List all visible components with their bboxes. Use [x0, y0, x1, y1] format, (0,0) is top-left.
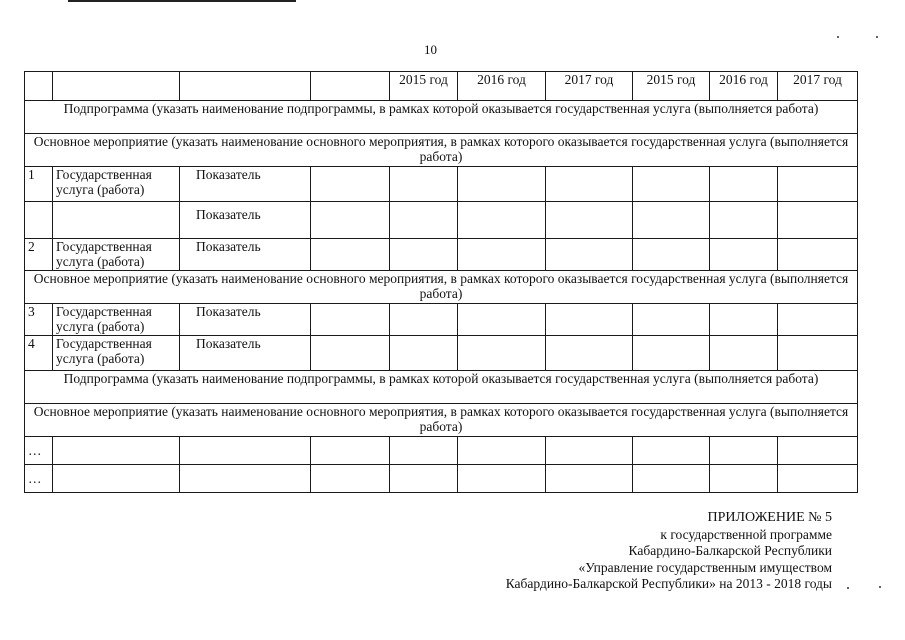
scan-speck	[879, 586, 881, 588]
indicator-label: Показатель	[180, 336, 311, 371]
scan-speck	[876, 36, 878, 38]
row-number: 4	[25, 336, 53, 371]
indicator-label: Показатель	[180, 202, 311, 239]
top-rule	[68, 0, 296, 2]
appendix-line: к государственной программе	[660, 526, 832, 542]
empty-cell	[390, 304, 458, 336]
appendix-block	[460, 510, 832, 593]
empty-cell	[710, 202, 778, 239]
row-number: 2	[25, 239, 53, 271]
empty-cell	[25, 202, 53, 239]
empty-cell	[53, 202, 180, 239]
empty-cell	[390, 239, 458, 271]
year-header: 2015 год	[390, 72, 458, 101]
empty-cell	[390, 202, 458, 239]
row-number: 1	[25, 167, 53, 202]
empty-cell	[546, 336, 633, 371]
table-row	[25, 437, 858, 465]
empty-cell	[633, 465, 710, 493]
empty-cell	[633, 202, 710, 239]
empty-cell	[710, 437, 778, 465]
empty-cell	[390, 336, 458, 371]
service-label: Государственная услуга (работа)	[53, 167, 180, 202]
empty-cell	[633, 336, 710, 371]
main-event-text: Основное мероприятие (указать наименование основного мероприятия, в рамках которого оказывается государственная услуга (выполняется работа)	[25, 404, 858, 437]
empty-cell	[778, 437, 858, 465]
table-row	[25, 465, 858, 493]
appendix-line: «Управление государственным имуществом	[578, 559, 832, 575]
ellipsis-cell: …	[25, 437, 53, 465]
empty-cell	[180, 72, 311, 101]
empty-cell	[778, 202, 858, 239]
empty-cell	[180, 437, 311, 465]
ellipsis-cell: …	[25, 465, 53, 493]
empty-cell	[458, 239, 546, 271]
table-row	[25, 239, 858, 271]
empty-cell	[633, 437, 710, 465]
indicator-label: Показатель	[180, 167, 311, 202]
empty-cell	[710, 167, 778, 202]
table-row	[25, 304, 858, 336]
subprogram-row	[25, 101, 858, 134]
row-number: 3	[25, 304, 53, 336]
year-header: 2017 год	[546, 72, 633, 101]
empty-cell	[311, 72, 390, 101]
year-header: 2016 год	[458, 72, 546, 101]
empty-cell	[546, 304, 633, 336]
empty-cell	[633, 239, 710, 271]
empty-cell	[546, 167, 633, 202]
empty-cell	[311, 167, 390, 202]
empty-cell	[458, 437, 546, 465]
subprogram-text: Подпрограмма (указать наименование подпрограммы, в рамках которой оказывается государственная услуга (выполняется работа)	[25, 101, 858, 134]
empty-cell	[778, 465, 858, 493]
main-event-text: Основное мероприятие (указать наименование основного мероприятия, в рамках которого оказывается государственная услуга (выполняется работа)	[25, 134, 858, 167]
subprogram-row	[25, 371, 858, 404]
empty-cell	[710, 465, 778, 493]
page-number: 10	[424, 42, 437, 57]
empty-cell	[546, 437, 633, 465]
empty-cell	[390, 465, 458, 493]
empty-cell	[390, 167, 458, 202]
empty-cell	[710, 336, 778, 371]
table-row	[25, 167, 858, 202]
empty-cell	[390, 437, 458, 465]
empty-cell	[633, 167, 710, 202]
empty-cell	[458, 304, 546, 336]
empty-cell	[311, 239, 390, 271]
empty-cell	[458, 167, 546, 202]
indicator-label: Показатель	[180, 304, 311, 336]
main-event-row	[25, 134, 858, 167]
empty-cell	[53, 72, 180, 101]
empty-cell	[546, 465, 633, 493]
empty-cell	[25, 72, 53, 101]
empty-cell	[778, 304, 858, 336]
appendix-title: ПРИЛОЖЕНИЕ № 5	[707, 510, 832, 525]
appendix-line: Кабардино-Балкарской Республики	[628, 543, 832, 558]
empty-cell	[180, 465, 311, 493]
empty-cell	[710, 304, 778, 336]
main-event-text: Основное мероприятие (указать наименование основного мероприятия, в рамках которого оказывается государственная услуга (выполняется работа)	[25, 271, 858, 304]
empty-cell	[458, 336, 546, 371]
main-event-row	[25, 404, 858, 437]
appendix-line: Кабардино-Балкарской Республики» на 2013 - 2018 годы	[505, 576, 832, 591]
empty-cell	[53, 465, 180, 493]
year-header: 2017 год	[778, 72, 858, 101]
service-label: Государственная услуга (работа)	[53, 304, 180, 336]
empty-cell	[546, 239, 633, 271]
services-table	[24, 71, 858, 493]
empty-cell	[778, 336, 858, 371]
empty-cell	[778, 239, 858, 271]
subprogram-text: Подпрограмма (указать наименование подпрограммы, в рамках которой оказывается государственная услуга (выполняется работа)	[25, 371, 858, 404]
empty-cell	[311, 304, 390, 336]
empty-cell	[778, 167, 858, 202]
service-label: Государственная услуга (работа)	[53, 336, 180, 371]
table-row	[25, 336, 858, 371]
empty-cell	[458, 465, 546, 493]
year-header: 2016 год	[710, 72, 778, 101]
empty-cell	[633, 304, 710, 336]
empty-cell	[311, 465, 390, 493]
empty-cell	[458, 202, 546, 239]
empty-cell	[546, 202, 633, 239]
main-event-row	[25, 271, 858, 304]
empty-cell	[311, 437, 390, 465]
scan-speck	[847, 587, 849, 589]
empty-cell	[53, 437, 180, 465]
service-label: Государственная услуга (работа)	[53, 239, 180, 271]
empty-cell	[311, 336, 390, 371]
year-header: 2015 год	[633, 72, 710, 101]
table-row	[25, 202, 858, 239]
scan-speck	[837, 36, 839, 38]
empty-cell	[710, 239, 778, 271]
empty-cell	[311, 202, 390, 239]
header-row	[25, 72, 858, 101]
indicator-label: Показатель	[180, 239, 311, 271]
